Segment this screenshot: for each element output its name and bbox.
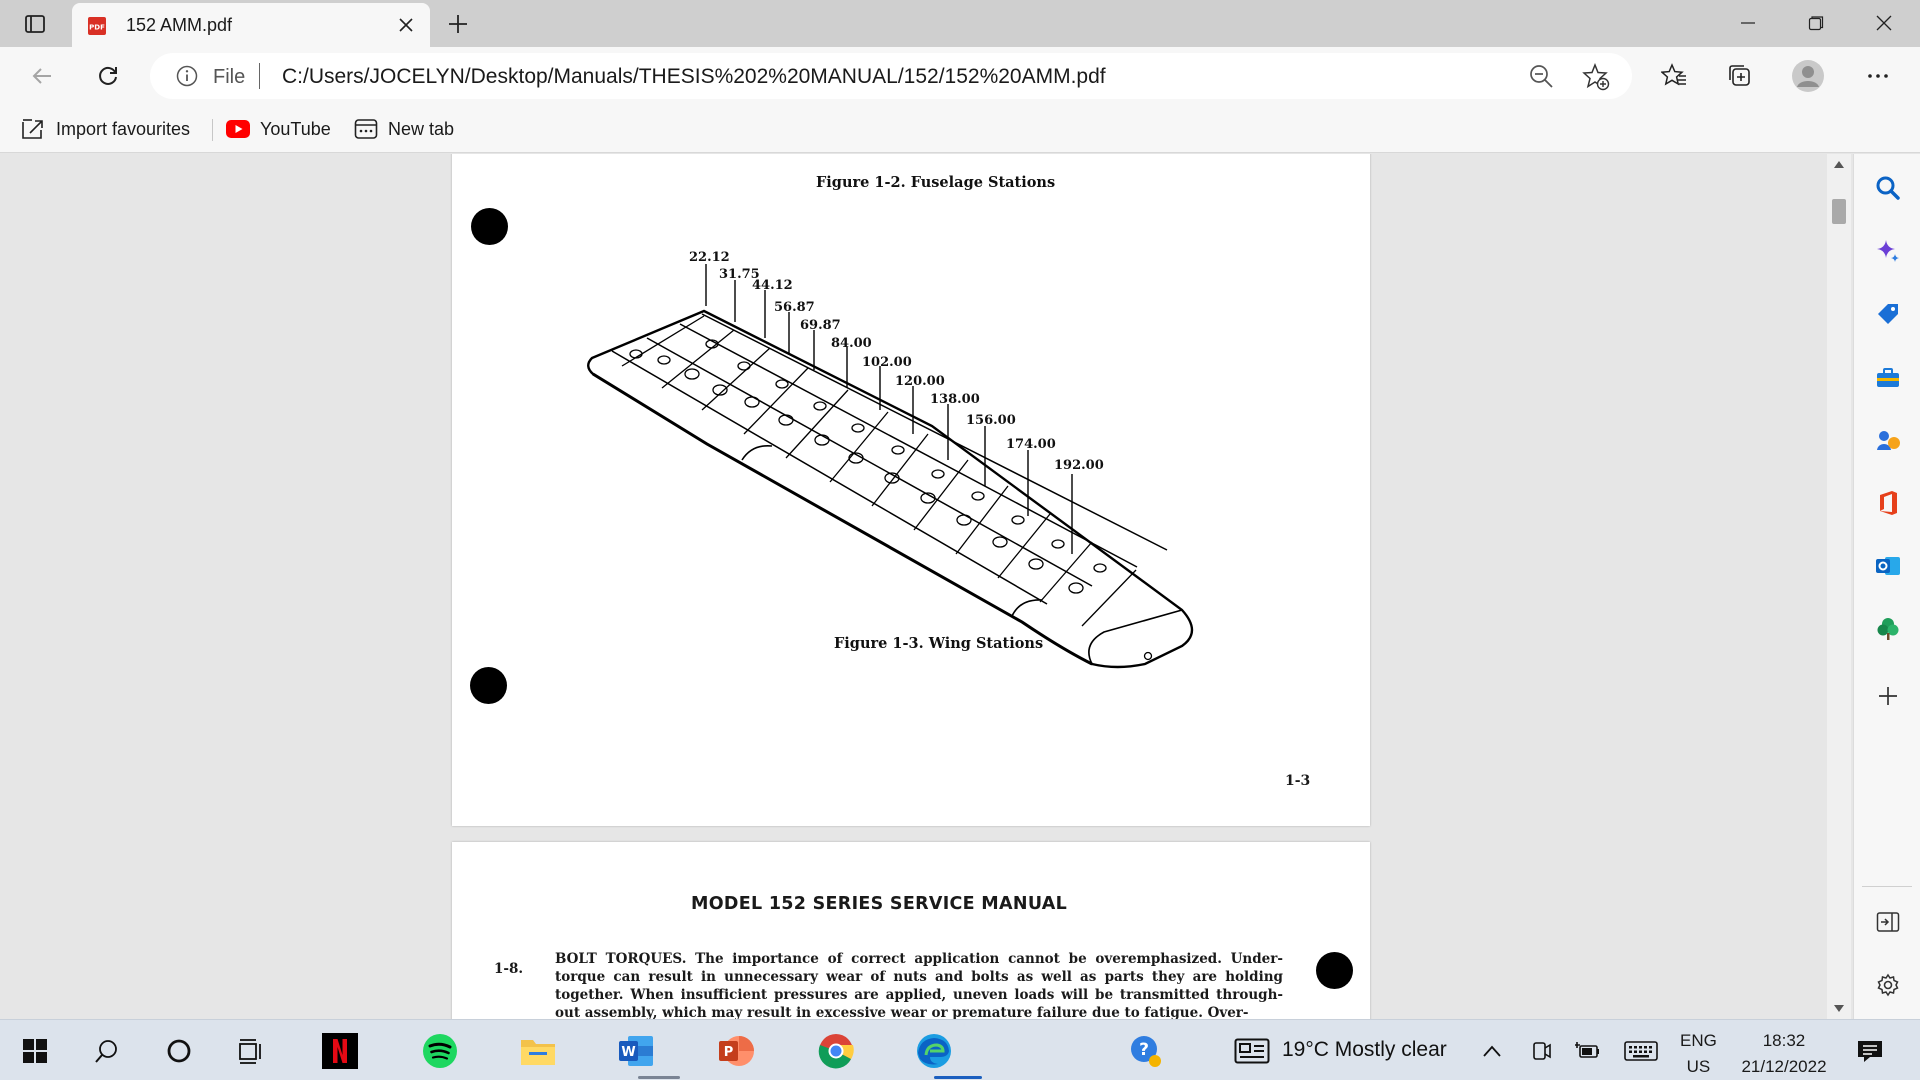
- help-icon: [1129, 1034, 1163, 1068]
- taskbar-chrome[interactable]: [814, 1020, 858, 1080]
- outlook-icon: [1875, 553, 1901, 579]
- wing-station-diagram: [452, 154, 1370, 744]
- task-view-button[interactable]: [230, 1020, 272, 1080]
- search-icon: [94, 1038, 120, 1064]
- arrow-left-icon: [30, 64, 54, 88]
- fav-import-favourites[interactable]: [20, 115, 190, 143]
- sidebar-games-button[interactable]: [1868, 420, 1908, 460]
- pdf-file-icon: [87, 16, 107, 36]
- url-text[interactable]: C:/Users/JOCELYN/Desktop/Manuals/THESIS%202%20MANUAL/152/152%20AMM.pdf: [282, 65, 1106, 88]
- battery-plug-icon: [1574, 1040, 1600, 1062]
- fav-youtube[interactable]: [226, 115, 331, 143]
- tab-title: 152 AMM.pdf: [126, 15, 233, 35]
- start-button[interactable]: [14, 1020, 56, 1080]
- page-number: 1-3: [1285, 773, 1311, 789]
- tree-icon: [1875, 616, 1901, 642]
- fav-label: Import favourites: [56, 118, 191, 139]
- tab-close-button[interactable]: [394, 13, 418, 37]
- station-label: 192.00: [1054, 458, 1104, 473]
- collections-icon: [1727, 63, 1753, 89]
- station-label: 120.00: [895, 374, 945, 389]
- task-view-icon: [237, 1038, 265, 1064]
- favourites-bar: [0, 105, 1920, 153]
- figure-caption-wing: Figure 1-3. Wing Stations: [834, 635, 1044, 652]
- touch-keyboard-button[interactable]: [1622, 1020, 1660, 1080]
- taskbar-word[interactable]: [614, 1020, 658, 1080]
- sparkle-icon: [1875, 238, 1901, 264]
- refresh-icon: [96, 64, 120, 88]
- weather-text[interactable]: 19°C Mostly clear: [1282, 1038, 1447, 1061]
- more-dots-icon: [1866, 64, 1890, 88]
- collections-button[interactable]: [1720, 56, 1760, 96]
- running-indicator: [638, 1076, 680, 1079]
- games-icon: [1875, 427, 1901, 453]
- station-label: 22.12: [689, 250, 730, 265]
- search-icon: [1875, 175, 1901, 201]
- station-label: 31.75: [719, 267, 760, 282]
- powerpoint-icon: [718, 1034, 754, 1068]
- news-icon: [1234, 1038, 1270, 1064]
- figure-caption-fuselage: Figure 1-2. Fuselage Stations: [816, 174, 1056, 191]
- camera-icon: [1530, 1040, 1552, 1062]
- close-icon: [1876, 15, 1892, 31]
- office-icon: [1875, 490, 1901, 516]
- sidebar-hide-button[interactable]: [1868, 902, 1908, 942]
- meet-now-button[interactable]: [1526, 1020, 1556, 1080]
- station-label: 156.00: [966, 413, 1016, 428]
- favourites-separator: [212, 119, 213, 141]
- paragraph-text: BOLT TORQUES. The importance of correct application cannot be overemphasized. Under-torque can result in unnecessary wear of nuts and bolts as well as parts they are holding together. When insufficient pressures are applied, uneven loads will be transmitted through-out assembly, which may result in excessive wear or premature failure due to fatigue. Over-: [555, 951, 1283, 1019]
- tab-actions-button[interactable]: [12, 8, 58, 40]
- taskbar-search-button[interactable]: [86, 1020, 128, 1080]
- settings-more-button[interactable]: [1858, 56, 1898, 96]
- tab-strip: [0, 0, 1920, 47]
- scroll-down-button[interactable]: [1827, 999, 1851, 1019]
- cortana-button[interactable]: [158, 1020, 200, 1080]
- show-hidden-icons-button[interactable]: [1478, 1020, 1506, 1080]
- shopping-tag-icon: [1875, 301, 1901, 327]
- news-weather-button[interactable]: [1232, 1020, 1272, 1080]
- region-code: US: [1686, 1057, 1711, 1076]
- sidebar-discover-button[interactable]: [1868, 231, 1908, 271]
- sidebar-tree-button[interactable]: [1868, 609, 1908, 649]
- avatar: [1791, 59, 1825, 93]
- sidebar-tools-button[interactable]: [1868, 357, 1908, 397]
- keyboard-icon: [1624, 1040, 1658, 1062]
- triangle-down-icon: [1834, 1005, 1844, 1013]
- clock-time: 18:32: [1762, 1031, 1806, 1050]
- station-label: 84.00: [831, 336, 872, 351]
- toolbox-icon: [1875, 364, 1901, 390]
- taskbar-spotify[interactable]: [418, 1020, 462, 1080]
- station-label: 44.12: [752, 278, 793, 293]
- station-label: 174.00: [1006, 437, 1056, 452]
- fav-new-tab[interactable]: [354, 115, 454, 143]
- minimize-button[interactable]: [1714, 0, 1782, 46]
- svg-text:W: W: [621, 1044, 636, 1060]
- manual-title: MODEL 152 SERIES SERVICE MANUAL: [691, 894, 1068, 914]
- taskbar-edge[interactable]: [912, 1020, 956, 1080]
- pdf-page-1-3: [452, 154, 1370, 826]
- station-label: 138.00: [930, 392, 980, 407]
- info-icon[interactable]: [176, 65, 198, 87]
- station-label: 69.87: [800, 318, 841, 333]
- pdf-viewer[interactable]: [0, 154, 1853, 1019]
- word-icon: [618, 1034, 654, 1068]
- gear-icon: [1876, 973, 1900, 997]
- favourites-star-icon: [1661, 63, 1687, 89]
- tab-actions-icon: [24, 13, 46, 35]
- paragraph-number: 1-8.: [494, 961, 524, 977]
- help-tray-button[interactable]: [1126, 1020, 1166, 1080]
- restore-icon: [1808, 15, 1824, 31]
- windows-taskbar: [0, 1019, 1920, 1080]
- station-label: 56.87: [774, 300, 815, 315]
- minimize-icon: [1740, 15, 1756, 31]
- vertical-scrollbar[interactable]: [1827, 154, 1851, 1019]
- clock[interactable]: [1734, 1028, 1834, 1080]
- navigation-toolbar: [0, 47, 1920, 105]
- zoom-out-icon[interactable]: [1528, 63, 1554, 89]
- sidebar-add-button[interactable]: [1868, 676, 1908, 716]
- restore-button[interactable]: [1782, 0, 1850, 46]
- scroll-up-button[interactable]: [1827, 154, 1851, 174]
- add-favourite-icon[interactable]: [1582, 63, 1610, 91]
- profile-button[interactable]: [1788, 56, 1828, 96]
- plus-icon: [448, 14, 468, 34]
- youtube-icon: [226, 120, 250, 138]
- svg-text:?: ?: [1139, 1039, 1149, 1060]
- fav-label: New tab: [388, 118, 455, 139]
- folder-icon: [520, 1035, 556, 1067]
- notification-icon: [1856, 1038, 1884, 1064]
- sidebar-separator: [1862, 886, 1912, 887]
- import-icon: [20, 117, 46, 141]
- taskbar-netflix[interactable]: [318, 1020, 362, 1080]
- svg-text:PDF: PDF: [89, 23, 105, 32]
- scheme-label: File: [213, 66, 246, 88]
- close-icon: [399, 18, 413, 32]
- sidebar-shopping-button[interactable]: [1868, 294, 1908, 334]
- netflix-icon: [322, 1033, 358, 1069]
- spotify-icon: [422, 1033, 458, 1069]
- fav-label: YouTube: [260, 118, 331, 139]
- windows-logo-icon: [23, 1039, 47, 1063]
- punch-hole: [1316, 952, 1353, 989]
- active-tab[interactable]: [72, 3, 430, 47]
- address-bar[interactable]: [150, 53, 1632, 99]
- sidebar-outlook-button[interactable]: [1868, 546, 1908, 586]
- new-tab-page-icon: [354, 118, 378, 140]
- battery-button[interactable]: [1572, 1020, 1602, 1080]
- input-language[interactable]: [1680, 1028, 1717, 1080]
- cortana-circle-icon: [166, 1038, 192, 1064]
- edge-sidebar: [1853, 154, 1920, 1019]
- sidebar-search-button[interactable]: [1868, 168, 1908, 208]
- edge-icon: [916, 1033, 952, 1069]
- chrome-icon: [818, 1033, 854, 1069]
- plus-icon: [1878, 686, 1898, 706]
- taskbar-powerpoint[interactable]: [714, 1020, 758, 1080]
- favourites-button[interactable]: [1654, 56, 1694, 96]
- taskbar-file-explorer[interactable]: [516, 1020, 560, 1080]
- pdf-page-1-4: [452, 842, 1370, 1019]
- back-button[interactable]: [22, 56, 62, 96]
- sidebar-settings-button[interactable]: [1868, 965, 1908, 1005]
- close-window-button[interactable]: [1850, 0, 1918, 46]
- language-code: ENG: [1680, 1031, 1717, 1050]
- new-tab-button[interactable]: [442, 8, 474, 40]
- chevron-up-icon: [1483, 1045, 1501, 1057]
- notifications-button[interactable]: [1850, 1020, 1890, 1080]
- refresh-button[interactable]: [88, 56, 128, 96]
- scroll-thumb[interactable]: [1832, 199, 1846, 224]
- station-label: 102.00: [862, 355, 912, 370]
- clock-date: 21/12/2022: [1741, 1057, 1827, 1076]
- active-indicator: [934, 1076, 982, 1079]
- sidebar-office-button[interactable]: [1868, 483, 1908, 523]
- address-separator: [259, 63, 260, 89]
- triangle-up-icon: [1834, 160, 1844, 168]
- svg-text:P: P: [723, 1044, 734, 1060]
- collapse-panel-icon: [1876, 911, 1900, 933]
